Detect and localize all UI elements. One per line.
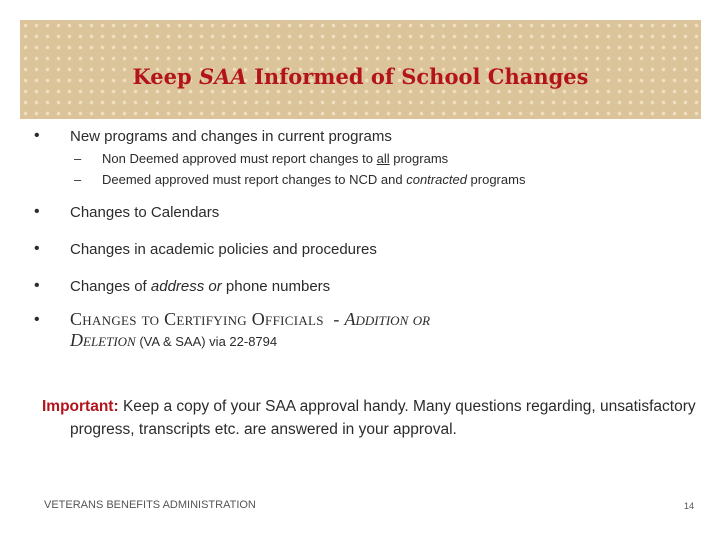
bullet-new-programs: New programs and changes in current programs [70,128,392,145]
sub-item-non-deemed: Non Deemed approved must report changes to all programs [102,151,449,166]
footer-org: VETERANS BENEFITS ADMINISTRATION [44,499,256,511]
slide-title [20,64,701,89]
bullet-marker: • [34,203,40,220]
page-number: 14 [684,501,695,511]
title-pre: Keep [132,64,200,89]
sub-dash: – [74,151,82,166]
bullet-academic-policies: Changes in academic policies and procedures [70,241,377,258]
bullet-calendars: Changes to Calendars [70,204,220,221]
title-em: SAA [199,64,247,89]
bullet-certifying-officials: Changes to Certifying Officials - Addition or [70,309,431,329]
important-note [42,395,720,441]
bullet-marker: • [34,277,40,294]
bullet-certifying-officials-cont [70,330,277,351]
underlined-all: all [376,151,390,166]
certifying-officials-label: Changes to Certifying Officials [70,309,324,329]
important-label: Important: [42,398,119,415]
va-saa-note: (VA & SAA) via 22-8794 [135,334,278,349]
bullet-marker: • [34,240,40,257]
deletion-label: Deletion [70,330,136,350]
bullet-marker: • [34,127,40,144]
sub-item-deemed: Deemed approved must report changes to NCD and contracted programs [102,172,526,187]
addition-or-label: Addition or [344,309,431,329]
title-post: Informed of School Changes [246,64,589,89]
italic-contracted: contracted [406,172,467,187]
italic-address-or: address or [150,278,222,295]
sub-dash: – [74,172,82,187]
bullet-marker: • [34,311,40,328]
bullet-address-phone: Changes of address or phone numbers [70,278,331,295]
important-text: Keep a copy of your SAA approval handy. Many questions regarding, unsatisfactory progress, transcripts etc. are answered in your approval. [70,398,696,438]
